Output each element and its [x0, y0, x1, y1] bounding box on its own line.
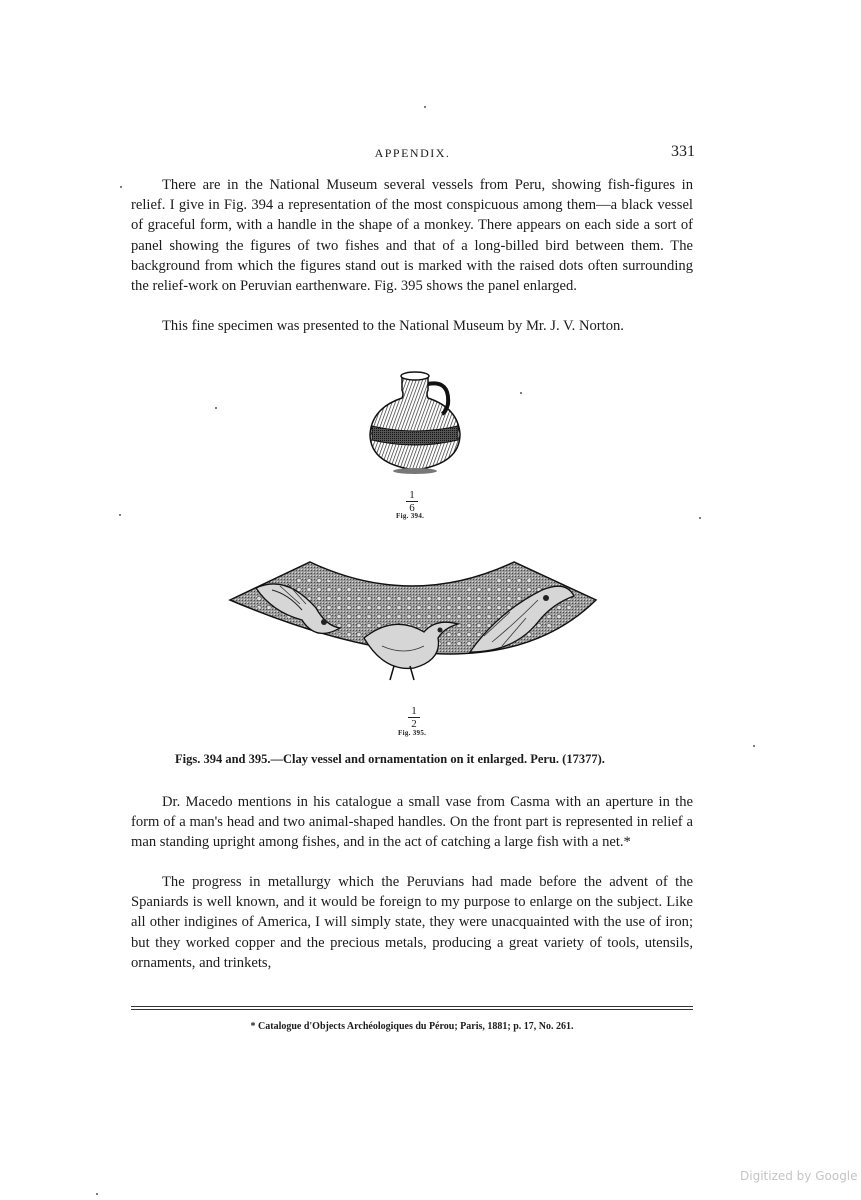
fig395-scale-denominator: 2 [411, 718, 417, 730]
scan-speck [520, 392, 522, 394]
scan-speck [215, 407, 217, 409]
paragraph-macedo-vase: Dr. Macedo mentions in his catalogue a small vase from Casma with an aperture in the form of a man's head and two animal-shaped handles. On the front part is represented in relief a man standing upright among fishes, and in the act of catching a large fish with a net.* [131, 794, 693, 851]
fig395-scale [404, 706, 424, 729]
footnote: * Catalogue d'Objects Archéologiques du Pérou; Paris, 1881; p. 17, No. 261. [250, 1021, 574, 1032]
scan-speck [753, 745, 755, 747]
fig394-label: Fig. 394. [396, 512, 425, 520]
figure-caption: Figs. 394 and 395.—Clay vessel and ornamentation on it enlarged. Peru. (17377). [175, 752, 605, 766]
paragraph-norton-gift: This fine specimen was presented to the National Museum by Mr. J. V. Norton. [162, 318, 624, 334]
fig394-scale-denominator: 6 [409, 502, 415, 514]
scan-speck [424, 106, 426, 108]
digitized-by-google-watermark: Digitized by Google [740, 1169, 858, 1183]
scan-speck [96, 1193, 98, 1195]
fig395-scale-numerator: 1 [411, 705, 417, 717]
paragraph-fish-vessels: There are in the National Museum several vessels from Peru, showing fish-figures in relief. I give in Fig. 394 a representation of the most conspicuous among them—a black vessel of graceful form, with a handle in the shape of a monkey. There appears on each side a sort of panel showing the figures of two fishes and that of a long-billed bird between them. The background from which the figures stand out is marked with the raised dots often surrounding the relief-work on Peruvian earthenware. Fig. 395 shows the panel enlarged. [131, 177, 693, 295]
footnote-rule [131, 1006, 693, 1007]
fig394-scale-numerator: 1 [409, 489, 415, 501]
vessel-illustration [350, 368, 480, 488]
fig394-scale [402, 490, 422, 513]
crescent-panel-illustration [224, 558, 600, 698]
fig395-label: Fig. 395. [398, 729, 427, 737]
scan-speck [699, 517, 701, 519]
paragraph-metallurgy: The progress in metallurgy which the Peruvians had made before the advent of the Spaniards is well known, and it would be foreign to my purpose to enlarge on the subject. Like all other indigines of America, I will simply state, they were unacquainted with the use of iron; but they worked copper and the precious metals, producing a great variety of tools, utensils, ornaments, and trinkets, [131, 874, 693, 971]
scan-speck [119, 514, 121, 516]
scan-speck [120, 186, 122, 188]
page-number: 331 [671, 143, 695, 160]
running-head: APPENDIX. [374, 146, 451, 160]
footnote-rule [131, 1009, 693, 1010]
page-header [130, 143, 695, 166]
